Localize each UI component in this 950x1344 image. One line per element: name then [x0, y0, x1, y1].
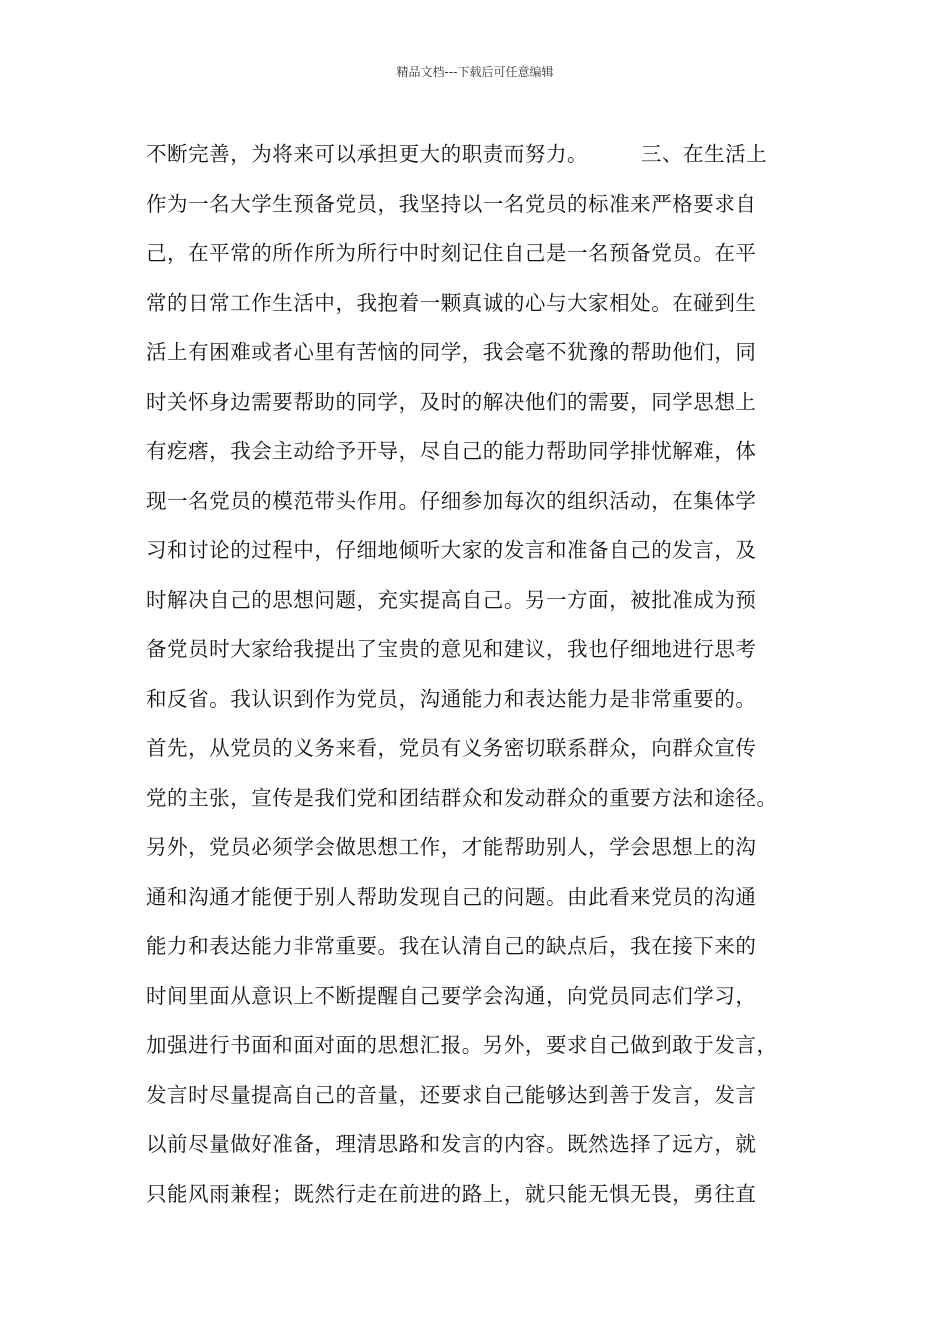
text-line: 和反省。我认识到作为党员，沟通能力和表达能力是非常重要的。: [146, 686, 757, 711]
text-line: 通和沟通才能便于别人帮助发现自己的问题。由此看来党员的沟通: [146, 884, 757, 909]
text-line: 另外，党员必须学会做思想工作，才能帮助别人，学会思想上的沟: [146, 835, 757, 859]
text-line: 加强进行书面和面对面的思想汇报。另外，要求自己做到敢于发言，: [146, 1033, 778, 1057]
text-line: 不断完善，为将来可以承担更大的职责而努力。 三、在生活上: [146, 142, 768, 166]
text-line: 首先，从党员的义务来看，党员有义务密切联系群众，向群众宣传: [146, 736, 757, 760]
text-line: 常的日常工作生活中，我抱着一颗真诚的心与大家相处。在碰到生: [146, 290, 757, 315]
document-body: [146, 130, 816, 1219]
text-line: 有疙瘩，我会主动给予开导，尽自己的能力帮助同学排忧解难，体: [146, 439, 757, 463]
text-line: 己，在平常的所作所为所行中时刻记住自己是一名预备党员。在平: [146, 241, 757, 265]
text-line: 现一名党员的模范带头作用。仔细参加每次的组织活动，在集体学: [146, 488, 757, 513]
text-line: 时间里面从意识上不断提醒自己要学会沟通，向党员同志们学习，: [146, 983, 757, 1008]
text-line: 党的主张，宣传是我们党和团结群众和发动群众的重要方法和途径。: [146, 785, 778, 810]
text-line: 活上有困难或者心里有苦恼的同学，我会毫不犹豫的帮助他们，同: [146, 340, 757, 364]
text-line: 时解决自己的思想问题，充实提高自己。另一方面，被批准成为预: [146, 587, 757, 612]
text-line: 以前尽量做好准备，理清思路和发言的内容。既然选择了远方，就: [146, 1132, 757, 1156]
page-header: 精品文档---下载后可任意编辑: [396, 65, 554, 79]
text-line: 能力和表达能力非常重要。我在认清自己的缺点后，我在接下来的: [146, 934, 757, 958]
text-line: 只能风雨兼程；既然行走在前进的路上，就只能无惧无畏，勇往直: [146, 1181, 757, 1206]
text-line: 发言时尽量提高自己的音量，还要求自己能够达到善于发言，发言: [146, 1082, 757, 1107]
text-line: 时关怀身边需要帮助的同学，及时的解决他们的需要，同学思想上: [146, 389, 757, 414]
text-line: 作为一名大学生预备党员，我坚持以一名党员的标准来严格要求自: [146, 191, 757, 216]
text-line: 备党员时大家给我提出了宝贵的意见和建议，我也仔细地进行思考: [146, 637, 757, 661]
text-line: 习和讨论的过程中，仔细地倾听大家的发言和准备自己的发言，及: [146, 538, 757, 562]
